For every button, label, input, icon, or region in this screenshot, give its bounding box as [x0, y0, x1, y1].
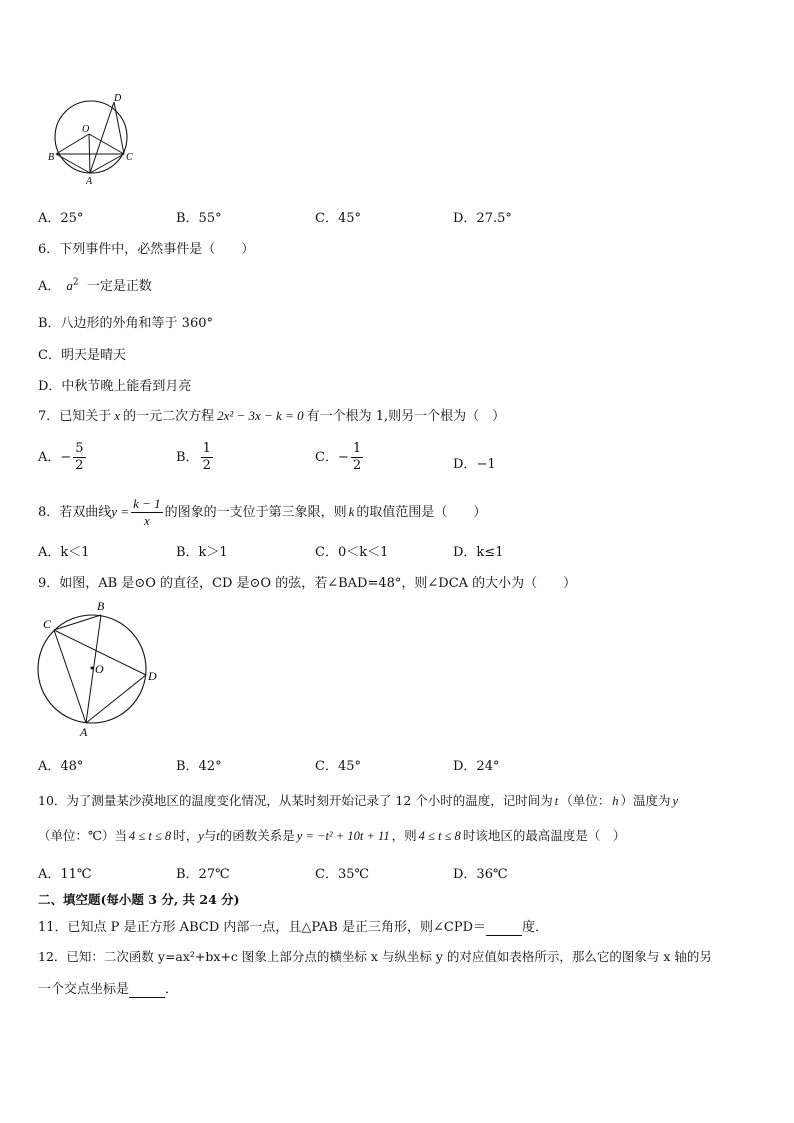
q10-range1: 4 ≤ t ≤ 8	[128, 829, 172, 843]
figure-q9-circle	[30, 598, 165, 740]
label-C: C	[126, 152, 133, 163]
seg-DC	[114, 102, 124, 154]
q7-option-c-fraction	[351, 441, 363, 474]
q6-option-b: B．八边形的外角和等于 360°	[38, 316, 213, 331]
q11-answer-blank[interactable]	[486, 920, 522, 936]
q8-fraction	[131, 496, 163, 529]
q7-option-a-sign: −	[60, 450, 72, 465]
q8-k: k	[348, 504, 355, 519]
q9-option-a: A．48°	[38, 759, 84, 774]
q10-line2-d: 的函数关系是	[219, 828, 295, 843]
q7-option-c-label: C．	[315, 450, 338, 465]
q7-option-c-num: 1	[352, 441, 362, 456]
q10-line2	[38, 826, 625, 844]
q10-line2-b: 时，	[173, 828, 199, 843]
label-B: B	[97, 599, 105, 613]
label-O: O	[82, 124, 90, 135]
label-A: A	[80, 725, 88, 739]
q8-stem-3: 的取值范围是（ ）	[356, 505, 487, 520]
q10-func: y = −t² + 10t + 11	[296, 829, 390, 843]
seg-OC	[89, 134, 124, 154]
seg-OA	[89, 134, 90, 173]
q10-option-b: B．27℃	[176, 867, 230, 882]
q9-option-c: C．45°	[315, 759, 361, 774]
q7-option-b	[176, 441, 215, 474]
label-A: A	[86, 176, 93, 187]
q7-option-b-label: B．	[176, 450, 199, 465]
q7-option-c-sign: −	[337, 450, 349, 465]
seg-CA	[54, 630, 86, 723]
q8-y-eq: y =	[111, 504, 130, 519]
q10-option-a: A．11℃	[38, 867, 92, 882]
seg-DA	[90, 102, 114, 173]
q7-option-c	[315, 441, 365, 474]
q7-stem-1: 7．已知关于	[38, 409, 112, 424]
q12-line2-a: 一个交点坐标是	[38, 982, 130, 997]
q10-var-y2: y	[198, 829, 204, 843]
q10-var-t2: t	[216, 829, 220, 843]
q7-option-b-num: 1	[202, 441, 211, 456]
q10-var-t: t	[554, 794, 559, 808]
q10-line2-f: 时该地区的最高温度是（ ）	[462, 828, 626, 843]
q6-option-c: C．明天是晴天	[38, 348, 126, 363]
q6-stem: 6．下列事件中，必然事件是（ ）	[38, 242, 255, 257]
q8-stem-1: 8．若双曲线	[38, 505, 112, 520]
q9-stem: 9．如图，AB 是⊙O 的直径，CD 是⊙O 的弦，若∠BAD=48°，则∠DCA 的大小为（ ）	[38, 576, 577, 591]
q7-option-a-label: A．	[38, 450, 61, 465]
q6-option-a-var: a	[66, 278, 73, 293]
q10-line1-b: （单位：	[560, 793, 611, 808]
q10-var-y: y	[672, 794, 679, 808]
q10-line2-e: ，则	[391, 828, 417, 843]
q7-option-d-value: −1	[476, 457, 496, 472]
q10-line2-c: 与	[203, 828, 217, 843]
q9-option-b: B．42°	[176, 759, 222, 774]
label-O: O	[95, 662, 104, 676]
label-B: B	[48, 152, 55, 163]
q7-stem	[38, 405, 505, 424]
q7-option-a	[38, 441, 88, 474]
q11-text	[38, 916, 548, 936]
q8-num: k − 1	[133, 496, 161, 511]
q6-option-a-exp: 2	[72, 277, 79, 288]
q5-option-d: D．27.5°	[453, 211, 512, 226]
label-C: C	[43, 617, 52, 631]
q8-option-c: C．0＜k＜1	[315, 545, 389, 560]
q7-option-c-den: 2	[352, 458, 362, 473]
q10-range2: 4 ≤ t ≤ 8	[418, 829, 461, 843]
q12-line1: 12．已知：二次函数 y=ax²+bx+c 图象上部分点的横坐标 x 与纵坐标 y 的对应值如表格所示，那么它的图象与 x 轴的另	[38, 949, 712, 964]
q6-option-a	[38, 275, 152, 294]
figure-q5-circle	[46, 92, 141, 187]
q11-text-a: 11．已知点 P 是正方形 ABCD 内部一点，且△PAB 是正三角形，则∠CPD＝	[38, 920, 487, 935]
q7-option-b-den: 2	[202, 458, 211, 473]
q6-option-a-label: A．	[38, 279, 61, 294]
q5-option-b: B．55°	[176, 211, 222, 226]
q7-option-a-num: 5	[75, 441, 84, 456]
q7-option-a-fraction	[73, 441, 85, 474]
seg-BA	[56, 154, 90, 173]
q8-option-d: D．k≤1	[453, 545, 504, 560]
q7-option-d-label: D．	[453, 457, 477, 472]
q6-option-a-text: 一定是正数	[86, 279, 152, 294]
q7-var: x	[114, 408, 121, 423]
q10-option-c: C．35℃	[315, 867, 370, 882]
q10-var-h: h	[612, 794, 619, 808]
q8-den: x	[143, 513, 150, 528]
section-title-fill-in: 二、填空题(每小题 3 分, 共 24 分)	[38, 892, 240, 907]
label-D: D	[148, 669, 157, 683]
q10-option-d: D．36℃	[453, 867, 508, 882]
q12-line2-b: ．	[165, 982, 179, 997]
q10-line1-c: ）温度为	[620, 793, 671, 808]
q7-option-b-fraction	[201, 441, 213, 474]
q7-stem-3: 有一个根为 1,则另一个根为（ ）	[306, 409, 506, 424]
q12-line2	[38, 978, 178, 998]
label-D: D	[114, 93, 122, 104]
q10-line1	[38, 791, 678, 809]
q10-line2-a: （单位：℃）当	[38, 828, 127, 843]
seg-OB	[56, 134, 89, 154]
q8-option-a: A．k＜1	[38, 545, 90, 560]
q5-option-a: A．25°	[38, 211, 84, 226]
center-point-O	[91, 667, 94, 670]
q5-option-c: C．45°	[315, 211, 361, 226]
q8-stem-2: 的图象的一支位于第三象限，则	[164, 505, 347, 520]
q7-equation: 2x² − 3x − k = 0	[217, 408, 304, 423]
q9-option-d: D．24°	[453, 759, 500, 774]
q8-stem	[38, 496, 486, 529]
q7-option-d	[453, 453, 496, 472]
q11-text-b: 度．	[522, 920, 549, 935]
q7-option-a-den: 2	[75, 458, 84, 473]
q8-option-b: B．k＞1	[176, 545, 228, 560]
q12-answer-blank[interactable]	[129, 982, 165, 998]
q6-option-d: D．中秋节晚上能看到月亮	[38, 379, 192, 394]
q10-line1-a: 10．为了测量某沙漠地区的温度变化情况，从某时刻开始记录了 12 个小时的温度，记时间为	[38, 793, 553, 808]
q7-stem-2: 的一元二次方程	[123, 409, 215, 424]
